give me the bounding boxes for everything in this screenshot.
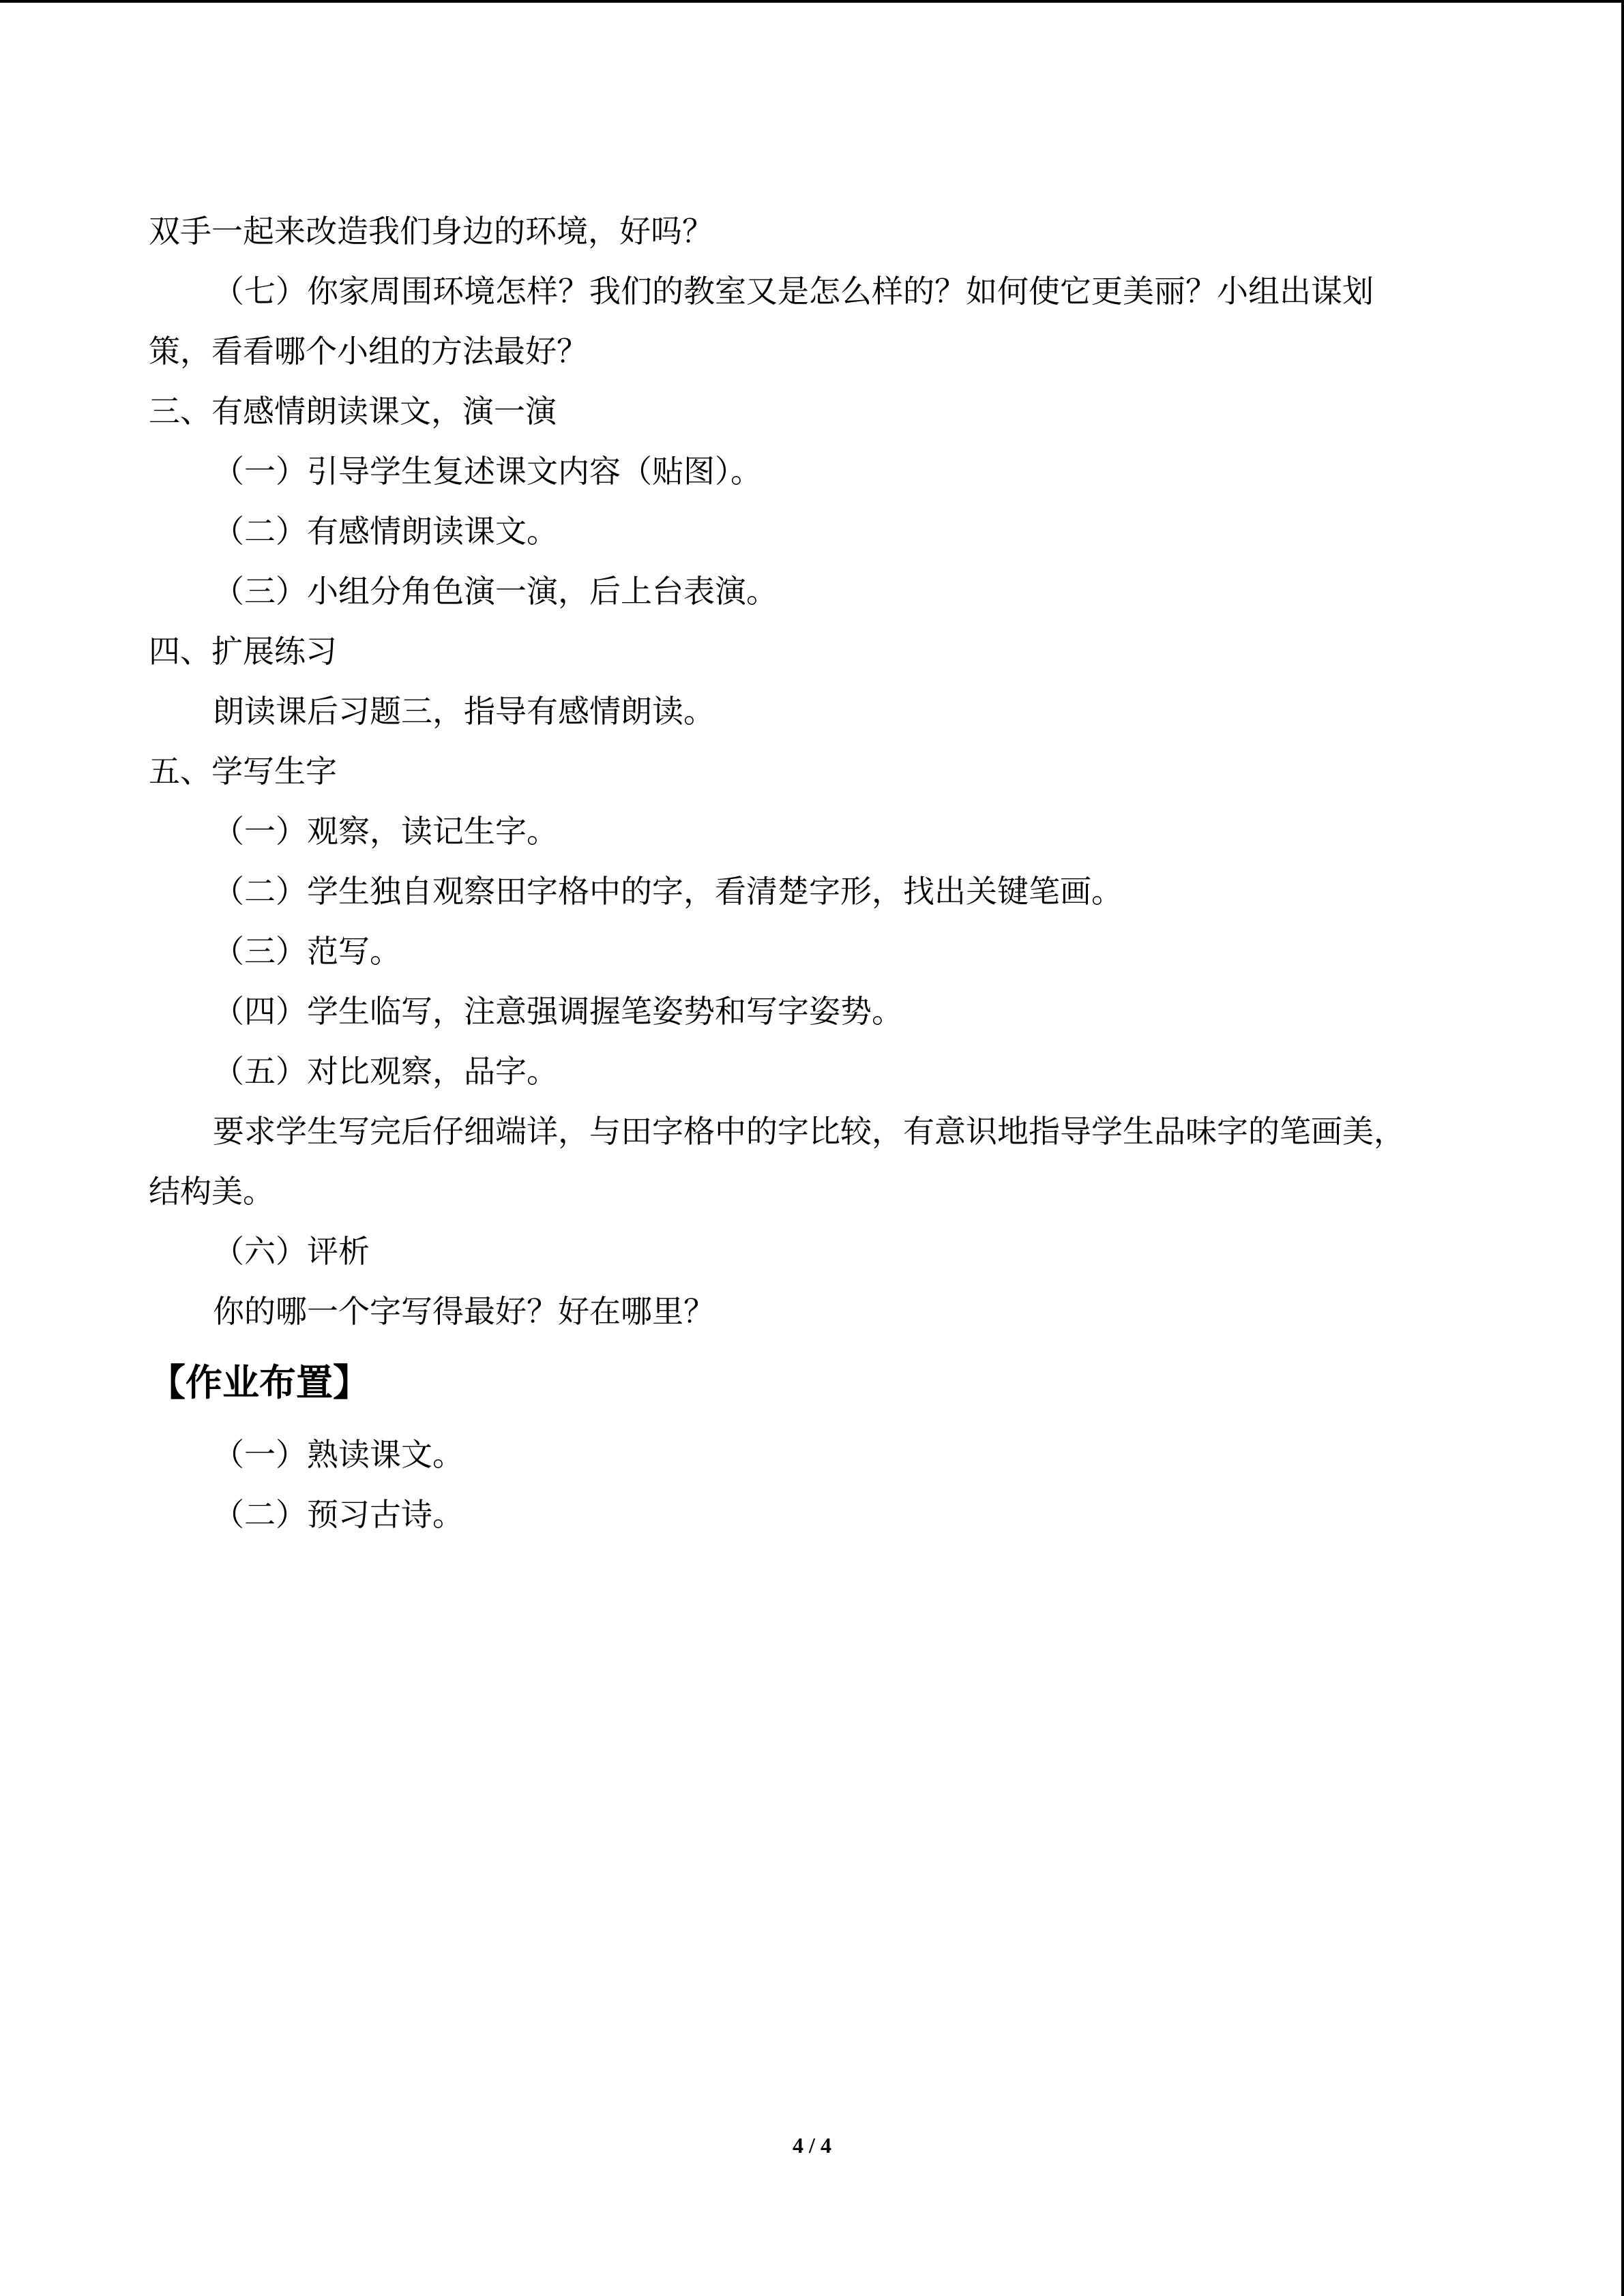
list-item: （六）评析 (213, 1233, 370, 1270)
paragraph: 结构美。 (149, 1173, 274, 1210)
list-item: （一）引导学生复述课文内容（贴图）。 (213, 453, 762, 490)
homework-item: （一）熟读课文。 (213, 1436, 464, 1473)
paragraph: 双手一起来改造我们身边的环境，好吗？ (149, 213, 713, 250)
page-number: 4 / 4 (793, 2133, 831, 2158)
paragraph: 要求学生写完后仔细端详，与田字格中的字比较，有意识地指导学生品味字的笔画美， (213, 1113, 1405, 1150)
homework-heading: 【作业布置】 (149, 1361, 370, 1404)
document-body (149, 201, 1479, 1545)
list-item: （四）学生临写，注意强调握笔姿势和写字姿势。 (213, 993, 903, 1030)
paragraph: 策，看看哪个小组的方法最好？ (149, 333, 588, 370)
section-heading: 三、有感情朗读课文，演一演 (149, 393, 557, 430)
section-heading: 四、扩展练习 (149, 633, 337, 670)
list-item: （一）观察，读记生字。 (213, 813, 558, 850)
paragraph: 朗读课后习题三，指导有感情朗读。 (213, 693, 715, 730)
list-item: （二）有感情朗读课文。 (213, 513, 558, 550)
list-item: （三）小组分角色演一演，后上台表演。 (213, 573, 778, 610)
paragraph: 你的哪一个字写得最好？好在哪里？ (213, 1293, 715, 1330)
section-heading: 五、学写生字 (149, 753, 337, 790)
list-item: （五）对比观察，品字。 (213, 1053, 558, 1090)
list-item: （二）学生独自观察田字格中的字，看清楚字形，找出关键笔画。 (213, 873, 1123, 910)
homework-item: （二）预习古诗。 (213, 1496, 464, 1533)
paragraph: （七）你家周围环境怎样？我们的教室又是怎么样的？如何使它更美丽？小组出谋划 (213, 273, 1374, 310)
list-item: （三）范写。 (213, 933, 401, 970)
